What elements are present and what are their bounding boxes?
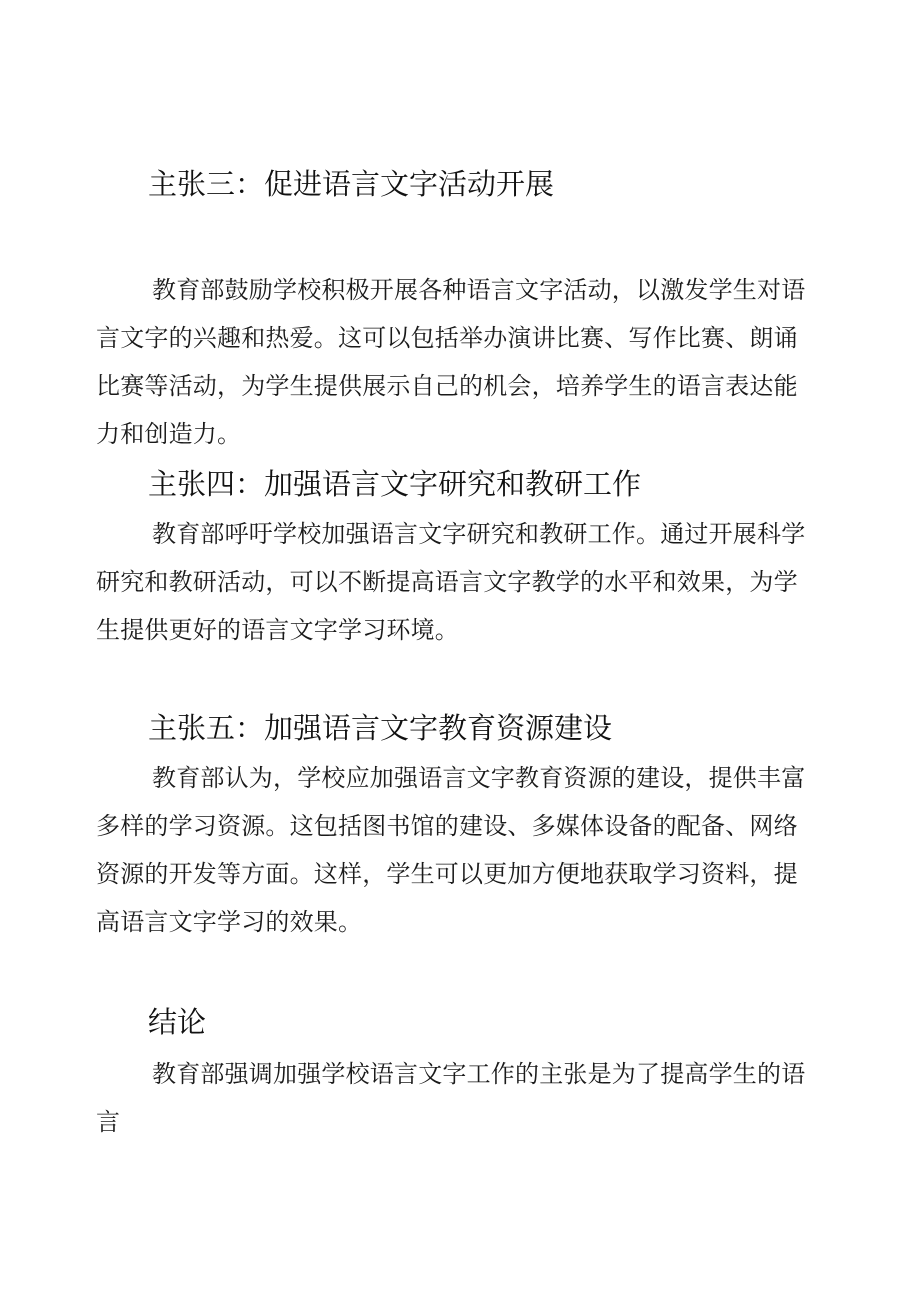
section-heading-3: 主张三：促进语言文字活动开展 bbox=[148, 167, 555, 201]
section-heading-5: 主张五：加强语言文字教育资源建设 bbox=[148, 711, 613, 745]
conclusion-body: 教育部强调加强学校语言文字工作的主张是为了提高学生的语言 bbox=[96, 1060, 806, 1136]
section-body-3: 教育部鼓励学校积极开展各种语言文字活动，以激发学生对语言文字的兴趣和热爱。这可以包括举办演讲比赛、写作比赛、朗诵比赛等活动，为学生提供展示自己的机会，培养学生的语言表达能力和创造力。 bbox=[96, 276, 806, 448]
section-body-4: 教育部呼吁学校加强语言文字研究和教研工作。通过开展科学研究和教研活动，可以不断提高语言文字教学的水平和效果，为学生提供更好的语言文字学习环境。 bbox=[96, 520, 806, 644]
section-heading-4: 主张四：加强语言文字研究和教研工作 bbox=[148, 467, 642, 501]
section-body-5: 教育部认为，学校应加强语言文字教育资源的建设，提供丰富多样的学习资源。这包括图书馆的建设、多媒体设备的配备、网络资源的开发等方面。这样，学生可以更加方便地获取学习资料，提高语言文字学习的效果。 bbox=[96, 764, 806, 936]
conclusion-heading: 结论 bbox=[148, 1005, 207, 1039]
